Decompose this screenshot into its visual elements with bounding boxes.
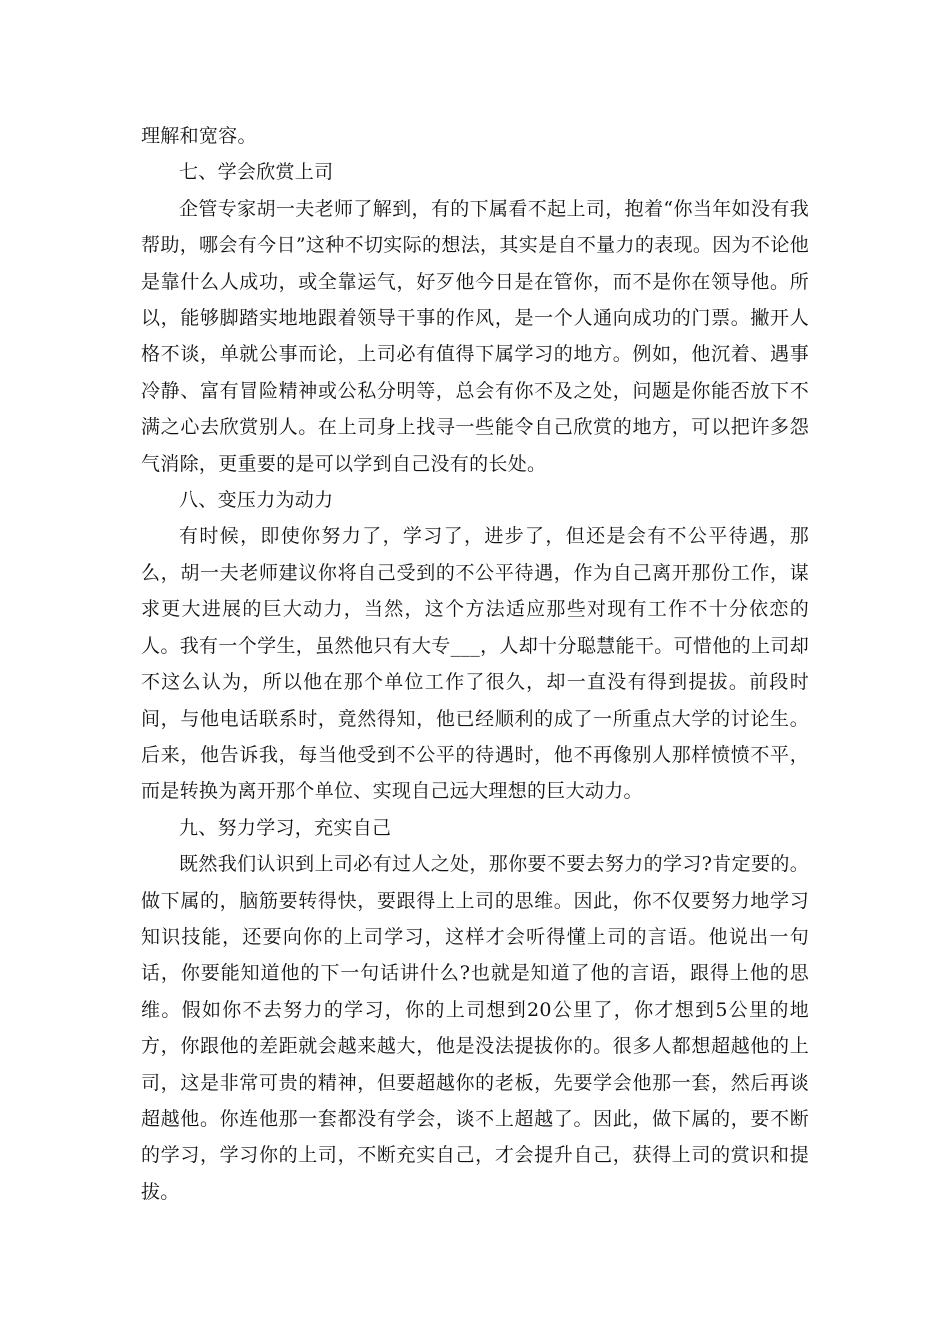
paragraph-section-9: 既然我们认识到上司必有过人之处，那你要不要去努力的学习?肯定要的。做下属的，脑筋要转得快，要跟得上上司的思维。因此，你不仅要努力地学习知识技能，还要向你的上司学习，这样才会听得懂上司的言语。他说出一句话，你要能知道他的下一句话讲什么?也就是知道了他的言语，跟得上他的思维。假如你不去努力的学习，你的上司想到20公里了，你才想到5公里的地方，你跟他的差距就会越来越大，他是没法提拔你的。很多人都想超越他的上司，这是非常可贵的精神，但要超越你的老板，先要学会他那一套，然后再谈超越他。你连他那一套都没有学会，谈不上超越了。因此，做下属的，要不断的学习，学习你的上司，不断充实自己，才会提升自己，获得上司的赏识和提拔。 (141, 853, 809, 1203)
section-heading-8: 八、变压力为动力 (179, 489, 334, 512)
paragraph-section-8: 有时候，即使你努力了，学习了，进步了，但还是会有不公平待遇，那么，胡一夫老师建议你将自己受到的不公平待遇，作为自己离开那份工作，谋求更大进展的巨大动力，当然，这个方法适应那些对现有工作不十分依恋的人。我有一个学生，虽然他只有大专___，人却十分聪慧能干。可惜他的上司却不这么认为，所以他在那个单位工作了很久，却一直没有得到提拔。前段时间，与他电话联系时，竟然得知，他已经顺利的成了一所重点大学的讨论生。后来，他告诉我，每当他受到不公平的待遇时，他不再像别人那样愤愤不平，而是转换为离开那个单位、实现自己远大理想的巨大动力。 (141, 525, 809, 803)
document-page (141, 118, 809, 1210)
paragraph-continuation: 理解和宽容。 (141, 125, 257, 147)
section-heading-9: 九、努力学习，充实自己 (179, 816, 392, 839)
paragraph-section-7: 企管专家胡一夫老师了解到，有的下属看不起上司，抱着“你当年如没有我帮助，哪会有今日”这种不切实际的想法，其实是自不量力的表现。因为不论他是靠什么人成功，或全靠运气，好歹他今日是在管你，而不是你在领导他。所以，能够脚踏实地地跟着领导干事的作风，是一个人通向成功的门票。撇开人格不谈，单就公事而论，上司必有值得下属学习的地方。例如，他沉着、遇事冷静、富有冒险精神或公私分明等，总会有你不及之处，问题是你能否放下不满之心去欣赏别人。在上司身上找寻一些能令自己欣赏的地方，可以把许多怨气消除，更重要的是可以学到自己没有的长处。 (141, 197, 809, 475)
section-heading-7: 七、学会欣赏上司 (179, 161, 334, 184)
